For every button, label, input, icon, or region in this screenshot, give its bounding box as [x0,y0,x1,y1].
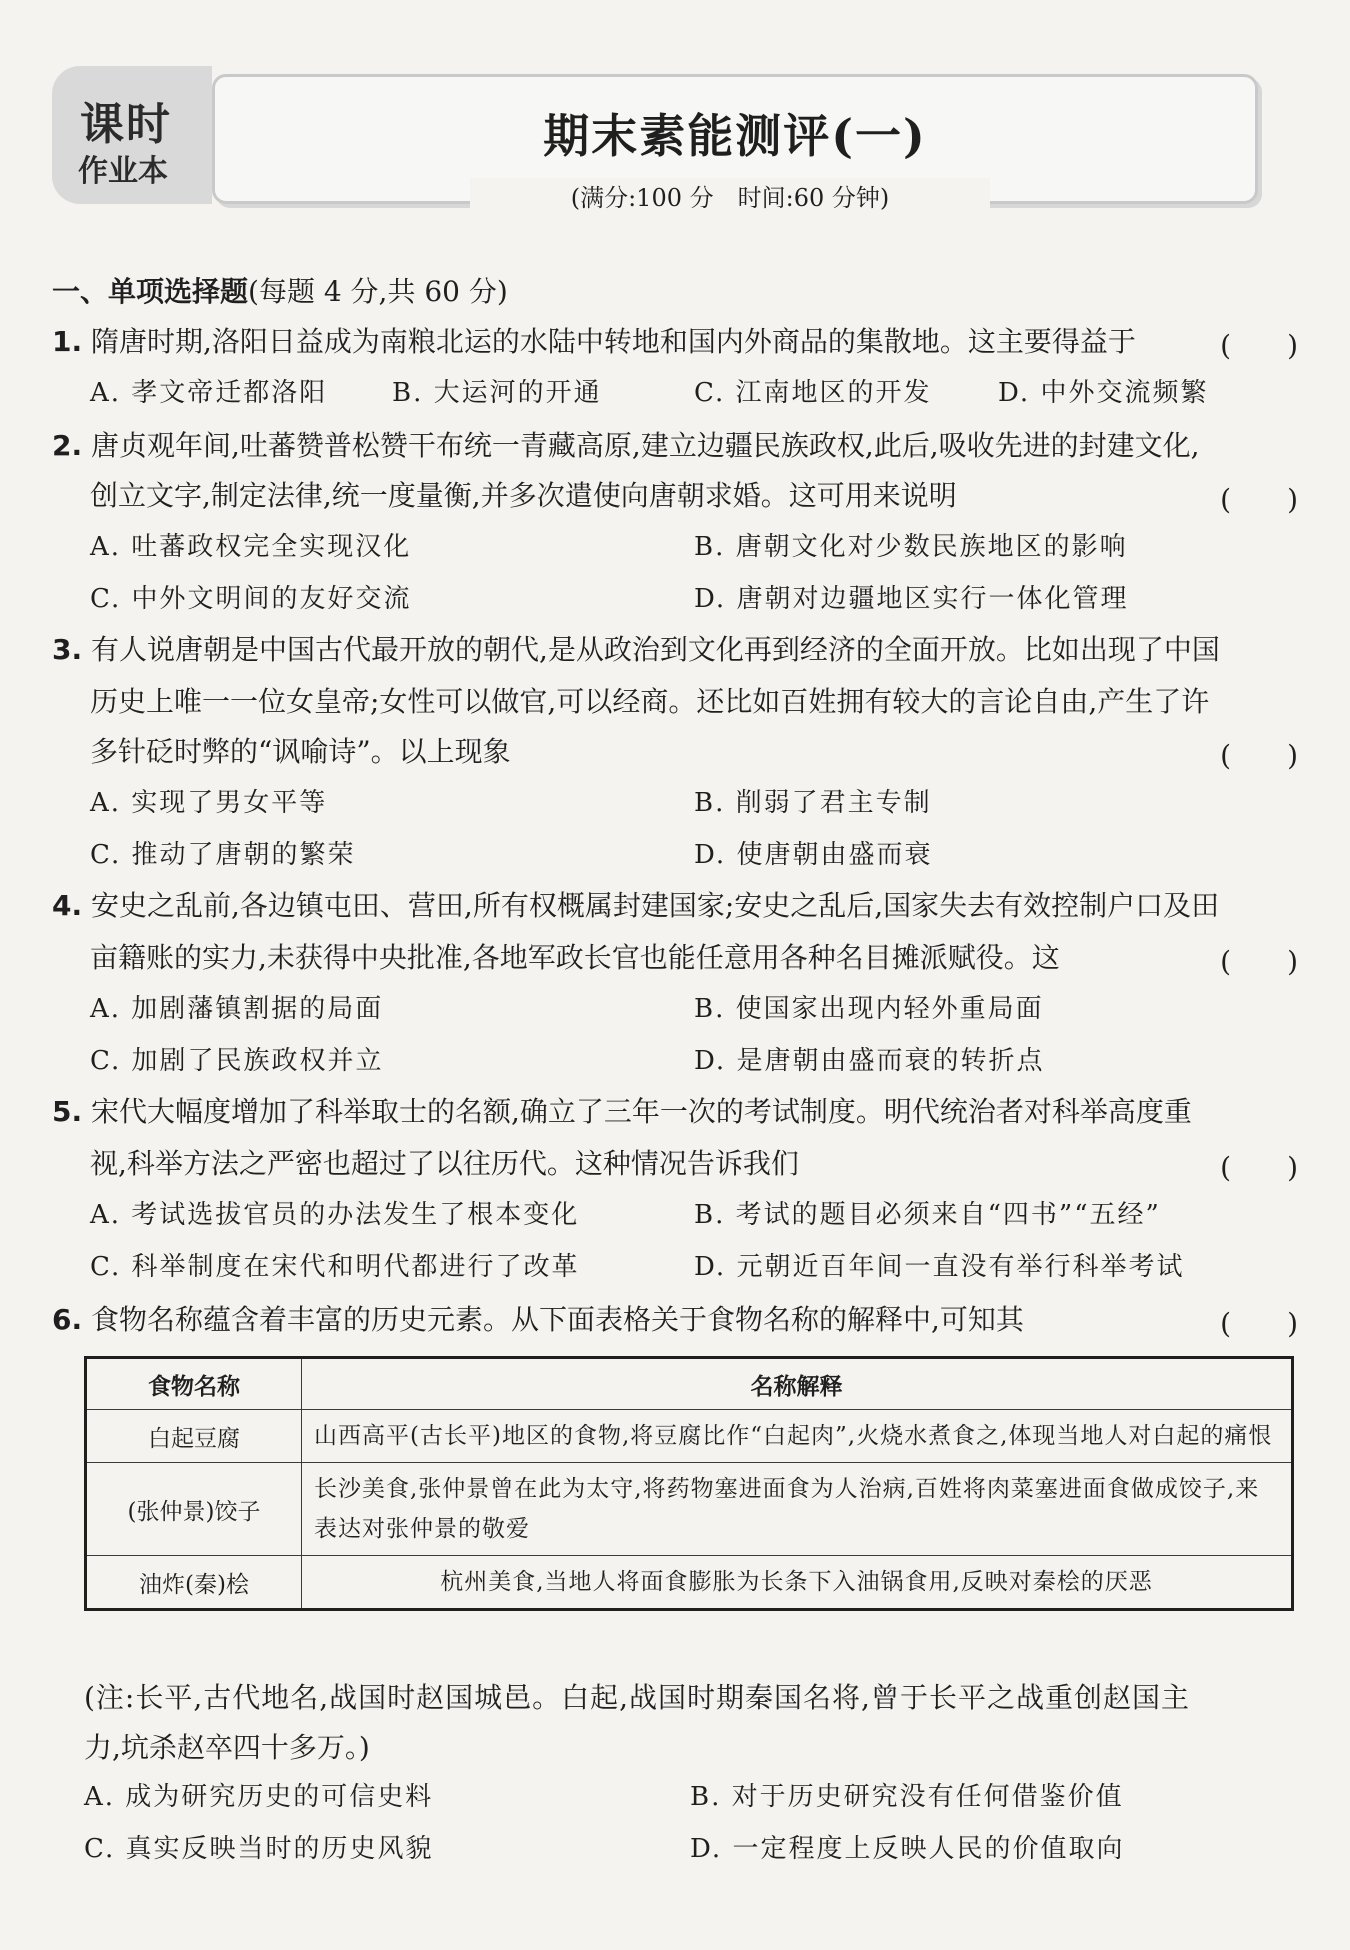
q3-option-a: A. 实现了男女平等 [90,788,328,818]
table-header-food: 食物名称 [86,1358,302,1410]
question-5-line-1: 5. 宋代大幅度增加了科举取士的名额,确立了三年一次的考试制度。明代统治者对科举高度重 [52,1095,1192,1128]
q1-option-a: A. 孝文帝迁都洛阳 [90,378,328,408]
q3-option-d: D. 使唐朝由盛而衰 [694,840,933,870]
table-header-row [86,1358,1293,1410]
food-names-table [84,1356,1294,1611]
question-5-line-2: 视,科举方法之严密也超过了以往历代。这种情况告诉我们 [90,1147,799,1180]
note-line-2: 力,坑杀赵卒四十多万。) [84,1731,370,1764]
q6-option-a: A. 成为研究历史的可信史料 [84,1782,434,1812]
q2-option-d: D. 唐朝对边疆地区实行一体化管理 [694,584,1129,614]
q3-option-b: B. 削弱了君主专制 [694,788,932,818]
q4-option-d: D. 是唐朝由盛而衰的转折点 [694,1046,1045,1076]
q5-option-a: A. 考试选拔官员的办法发生了根本变化 [90,1200,580,1230]
table-row [86,1410,1293,1463]
section-note: (每题 4 分,共 60 分) [248,275,508,308]
explanation-cell: 杭州美食,当地人将面食膨胀为长条下入油锅食用,反映对秦桧的厌恶 [302,1556,1293,1610]
q5-option-b: B. 考试的题目必须来自“四书”“五经” [694,1200,1161,1230]
note-line-1: (注:长平,古代地名,战国时赵国城邑。白起,战国时期秦国名将,曾于长平之战重创赵国主 [84,1681,1190,1714]
q2-option-b: B. 唐朝文化对少数民族地区的影响 [694,532,1128,562]
badge-top-text: 课时 [80,99,172,150]
q5-option-c: C. 科举制度在宋代和明代都进行了改革 [90,1252,580,1282]
answer-blank-6: ( ) [1220,1307,1298,1340]
question-4-line-1: 4. 安史之乱前,各边镇屯田、营田,所有权概属封建国家;安史之乱后,国家失去有效控制户口及田 [52,889,1220,922]
exam-info: (满分:100 分 时间:60 分钟) [470,178,990,213]
table-row [86,1463,1293,1556]
q4-option-a: A. 加剧藩镇割据的局面 [90,994,384,1024]
answer-blank-1: ( ) [1220,329,1298,362]
q3-option-c: C. 推动了唐朝的繁荣 [90,840,356,870]
table-row [86,1556,1293,1610]
section-title: 一、单项选择题 [52,275,249,308]
q1-option-d: D. 中外交流频繁 [998,378,1209,408]
question-2-line-1: 2. 唐贞观年间,吐蕃赞普松赞干布统一青藏高原,建立边疆民族政权,此后,吸收先进的封建文化, [52,429,1200,462]
question-1-line-1: 1. 隋唐时期,洛阳日益成为南粮北运的水陆中转地和国内外商品的集散地。这主要得益于 [52,325,1136,358]
q6-option-c: C. 真实反映当时的历史风貌 [84,1834,434,1864]
q2-option-c: C. 中外文明间的友好交流 [90,584,412,614]
badge-bottom-text: 作业本 [78,154,168,189]
question-6-line-1: 6. 食物名称蕴含着丰富的历史元素。从下面表格关于食物名称的解释中,可知其 [52,1303,1024,1336]
q1-option-c: C. 江南地区的开发 [694,378,932,408]
question-4-line-2: 亩籍账的实力,未获得中央批准,各地军政长官也能任意用各种名目摊派赋役。这 [90,941,1060,974]
table-header-explanation: 名称解释 [302,1358,1293,1410]
q2-option-a: A. 吐蕃政权完全实现汉化 [90,532,412,562]
question-3-line-2: 历史上唯一一位女皇帝;女性可以做官,可以经商。还比如百姓拥有较大的言论自由,产生了许 [90,685,1210,718]
answer-blank-2: ( ) [1220,483,1298,516]
explanation-cell: 长沙美食,张仲景曾在此为太守,将药物塞进面食为人治病,百姓将肉菜塞进面食做成饺子,来表达对张仲景的敬爱 [302,1463,1293,1556]
question-3-line-1: 3. 有人说唐朝是中国古代最开放的朝代,是从政治到文化再到经济的全面开放。比如出现了中国 [52,633,1220,666]
section-heading [52,274,508,310]
answer-blank-3: ( ) [1220,739,1298,772]
q1-option-b: B. 大运河的开通 [392,378,602,408]
q6-option-b: B. 对于历史研究没有任何借鉴价值 [690,1782,1124,1812]
q4-option-c: C. 加剧了民族政权并立 [90,1046,384,1076]
q6-option-d: D. 一定程度上反映人民的价值取向 [690,1834,1125,1864]
answer-blank-4: ( ) [1220,945,1298,978]
answer-blank-5: ( ) [1220,1151,1298,1184]
q5-option-d: D. 元朝近百年间一直没有举行科举考试 [694,1252,1185,1282]
question-3-line-3: 多针砭时弊的“讽喻诗”。以上现象 [90,735,511,768]
q4-option-b: B. 使国家出现内轻外重局面 [694,994,1044,1024]
food-name-cell: 油炸(秦)桧 [86,1556,302,1610]
page-title: 期末素能测评(一) [543,109,927,163]
food-name-cell: 白起豆腐 [86,1410,302,1463]
food-name-cell: (张仲景)饺子 [86,1463,302,1556]
explanation-cell: 山西高平(古长平)地区的食物,将豆腐比作“白起肉”,火烧水煮食之,体现当地人对白起的痛恨 [302,1410,1293,1463]
question-2-line-2: 创立文字,制定法律,统一度量衡,并多次遣使向唐朝求婚。这可用来说明 [90,479,957,512]
